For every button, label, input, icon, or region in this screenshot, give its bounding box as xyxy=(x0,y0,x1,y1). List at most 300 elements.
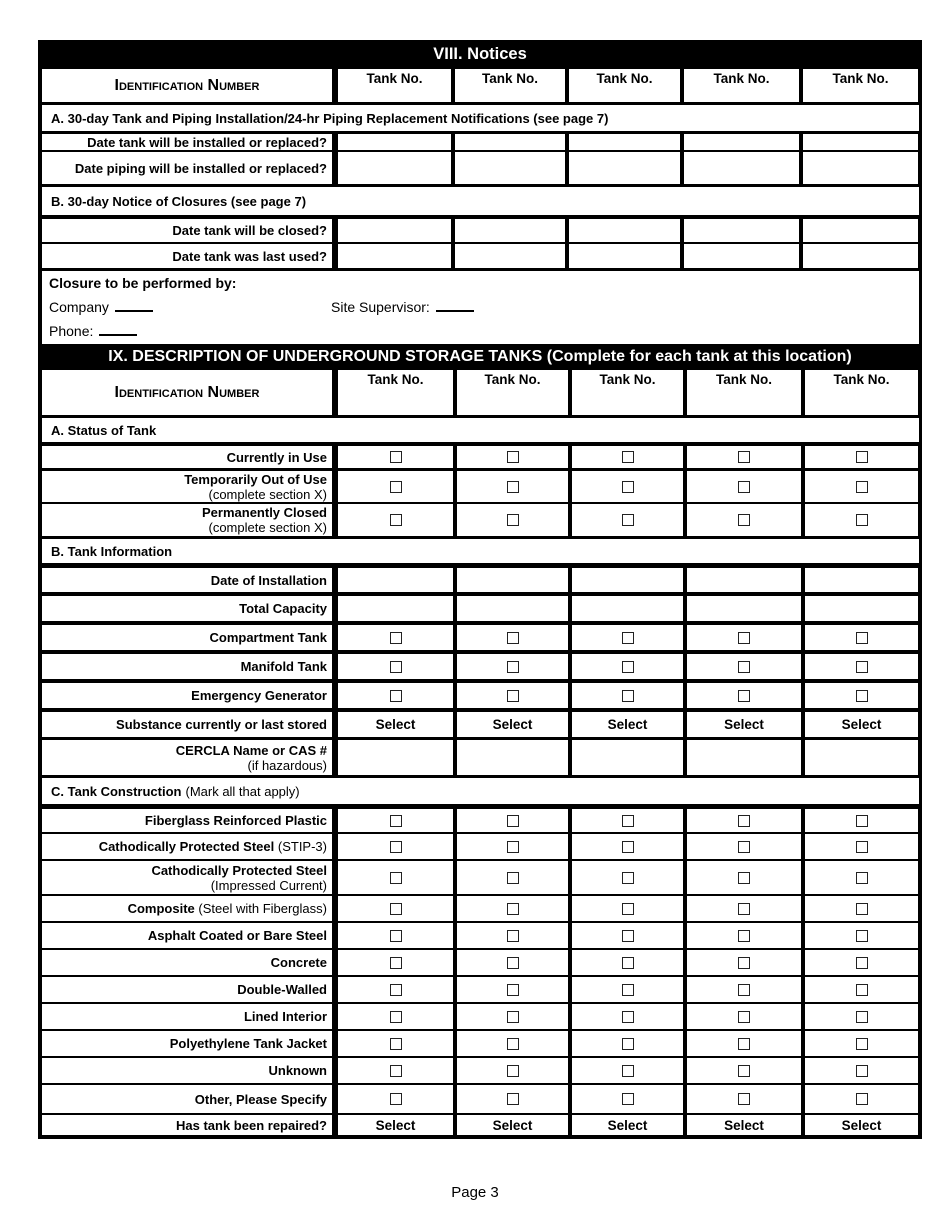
tank-cell-3[interactable] xyxy=(572,625,683,650)
checkbox[interactable] xyxy=(856,1038,868,1050)
checkbox[interactable] xyxy=(856,661,868,673)
checkbox[interactable] xyxy=(738,451,750,463)
tank-cell-2[interactable] xyxy=(457,568,568,592)
tank-cell-4[interactable] xyxy=(687,1031,801,1056)
checkbox[interactable] xyxy=(390,481,402,493)
tank-cell-5[interactable] xyxy=(805,950,918,975)
select-dropdown[interactable] xyxy=(687,712,801,737)
checkbox[interactable] xyxy=(507,872,519,884)
row-label-text xyxy=(46,1036,327,1051)
tank-cell-2[interactable] xyxy=(457,683,568,708)
tank-cell-3[interactable] xyxy=(572,654,683,679)
checkbox[interactable] xyxy=(738,661,750,673)
tank-cell-5[interactable] xyxy=(805,683,918,708)
construction-row xyxy=(38,859,922,894)
tank-cell-4[interactable] xyxy=(687,683,801,708)
checkbox[interactable] xyxy=(738,841,750,853)
checkbox[interactable] xyxy=(738,957,750,969)
tank-cell-1[interactable] xyxy=(338,596,453,621)
row-label xyxy=(42,809,332,832)
tank-cell-1[interactable] xyxy=(338,152,451,184)
construction-row xyxy=(38,921,922,948)
tank-cell-1[interactable] xyxy=(338,977,453,1002)
checkbox[interactable] xyxy=(507,815,519,827)
label-main: Concrete xyxy=(270,955,327,970)
phone-field-label: Phone: xyxy=(49,323,94,339)
checkbox[interactable] xyxy=(738,930,750,942)
checkbox[interactable] xyxy=(622,1011,634,1023)
checkbox[interactable] xyxy=(390,1038,402,1050)
tank-cell-5[interactable] xyxy=(803,219,918,242)
tank-cell-1[interactable] xyxy=(338,446,453,468)
checkbox[interactable] xyxy=(507,481,519,493)
section-c-construction-wrap xyxy=(38,775,922,804)
checkbox[interactable] xyxy=(738,815,750,827)
tank-no-header: Tank No. xyxy=(338,370,453,415)
checkbox[interactable] xyxy=(622,930,634,942)
checkbox[interactable] xyxy=(622,984,634,996)
checkbox[interactable] xyxy=(622,815,634,827)
tank-cell-1[interactable] xyxy=(338,1058,453,1083)
tank-cell-4[interactable] xyxy=(687,654,801,679)
tank-cell-4[interactable] xyxy=(687,809,801,832)
closure-performer xyxy=(42,271,919,344)
checkbox[interactable] xyxy=(390,1065,402,1077)
section-title-text: B. 30-day Notice of Closures (see page 7) xyxy=(51,193,307,209)
tank-cell-3[interactable] xyxy=(569,219,680,242)
checkbox[interactable] xyxy=(738,903,750,915)
tank-cell-1[interactable] xyxy=(338,861,453,894)
tank-cell-3[interactable] xyxy=(572,834,683,859)
checkbox[interactable] xyxy=(390,872,402,884)
tank-cell-4[interactable] xyxy=(684,152,799,184)
label-main: Date tank will be closed? xyxy=(172,223,327,238)
info-row xyxy=(38,679,922,708)
closed-date-row xyxy=(38,215,922,242)
tank-cell-4[interactable] xyxy=(684,134,799,150)
tank-cell-5[interactable] xyxy=(805,1058,918,1083)
tank-cell-5[interactable] xyxy=(805,625,918,650)
tank-cell-2[interactable] xyxy=(455,219,565,242)
tank-cell-1[interactable] xyxy=(338,834,453,859)
section-ix-title: IX. DESCRIPTION OF UNDERGROUND STORAGE TANKS (Complete for each tank at this location) xyxy=(38,344,922,369)
phone-field[interactable] xyxy=(49,323,137,339)
tank-cell-3[interactable] xyxy=(572,683,683,708)
tank-no-header: Tank No. xyxy=(572,370,683,415)
tank-cell-1[interactable] xyxy=(338,625,453,650)
label-sub: (complete section X) xyxy=(208,520,327,535)
label-main: Permanently Closed xyxy=(202,505,327,520)
tank-cell-3[interactable] xyxy=(572,1058,683,1083)
checkbox[interactable] xyxy=(622,514,634,526)
row-label xyxy=(42,712,332,737)
tank-cell-5[interactable] xyxy=(805,471,918,502)
checkbox[interactable] xyxy=(507,632,519,644)
row-label xyxy=(42,1058,332,1083)
checkbox[interactable] xyxy=(738,690,750,702)
construction-row xyxy=(38,975,922,1002)
tank-cell-3[interactable] xyxy=(572,1085,683,1113)
checkbox[interactable] xyxy=(390,514,402,526)
tank-cell-4[interactable] xyxy=(687,950,801,975)
row-label-text xyxy=(46,1092,327,1107)
info-row xyxy=(38,708,922,737)
construction-row xyxy=(38,1029,922,1056)
tank-cell-2[interactable] xyxy=(457,446,568,468)
site-supervisor-field-line[interactable] xyxy=(436,300,474,312)
checkbox[interactable] xyxy=(738,1038,750,1050)
checkbox[interactable] xyxy=(738,1011,750,1023)
checkbox[interactable] xyxy=(856,481,868,493)
tank-cell-2[interactable] xyxy=(455,134,565,150)
checkbox[interactable] xyxy=(856,984,868,996)
last-used-row xyxy=(38,242,922,268)
tank-cell-1[interactable] xyxy=(338,654,453,679)
row-label-text xyxy=(46,813,327,828)
checkbox[interactable] xyxy=(856,1093,868,1105)
checkbox[interactable] xyxy=(738,1093,750,1105)
checkbox[interactable] xyxy=(507,903,519,915)
label-main: Double-Walled xyxy=(237,982,327,997)
tank-cell-5[interactable] xyxy=(805,446,918,468)
row-label xyxy=(42,244,332,268)
checkbox[interactable] xyxy=(622,632,634,644)
tank-cell-4[interactable] xyxy=(687,977,801,1002)
checkbox[interactable] xyxy=(856,815,868,827)
section-title-text: C. Tank Construction xyxy=(51,783,182,799)
tank-cell-5[interactable] xyxy=(803,152,918,184)
phone-field-line[interactable] xyxy=(99,324,137,336)
checkbox[interactable] xyxy=(390,690,402,702)
repaired-row xyxy=(38,1113,922,1139)
checkbox[interactable] xyxy=(622,872,634,884)
row-label xyxy=(42,683,332,708)
info-row xyxy=(38,592,922,621)
select-dropdown[interactable] xyxy=(457,712,568,737)
tank-cell-5[interactable] xyxy=(805,740,918,775)
tank-cell-1[interactable] xyxy=(338,471,453,502)
label-note: (STIP-3) xyxy=(277,839,327,854)
tank-cell-3[interactable] xyxy=(572,596,683,621)
checkbox[interactable] xyxy=(390,451,402,463)
checkbox[interactable] xyxy=(738,632,750,644)
tank-cell-4[interactable] xyxy=(687,471,801,502)
checkbox[interactable] xyxy=(856,872,868,884)
checkbox[interactable] xyxy=(738,984,750,996)
tank-cell-5[interactable] xyxy=(805,861,918,894)
checkbox[interactable] xyxy=(390,815,402,827)
tank-cell-1[interactable] xyxy=(338,809,453,832)
checkbox[interactable] xyxy=(390,957,402,969)
checkbox[interactable] xyxy=(856,1065,868,1077)
tank-no-header: Tank No. xyxy=(805,370,918,415)
tank-cell-1[interactable] xyxy=(338,244,451,268)
site-supervisor-field[interactable] xyxy=(331,299,474,315)
tank-cell-5[interactable] xyxy=(805,568,918,592)
checkbox[interactable] xyxy=(507,957,519,969)
tank-cell-2[interactable] xyxy=(457,625,568,650)
checkbox[interactable] xyxy=(507,514,519,526)
label-main: Manifold Tank xyxy=(240,659,327,674)
tank-cell-4[interactable] xyxy=(687,568,801,592)
row-label-text xyxy=(46,1063,327,1078)
tank-cell-3[interactable] xyxy=(572,950,683,975)
checkbox[interactable] xyxy=(856,1011,868,1023)
label-main: Date of Installation xyxy=(210,572,327,588)
label-main: Emergency Generator xyxy=(191,688,327,703)
tank-cell-3[interactable] xyxy=(572,471,683,502)
select-label: Select xyxy=(492,1117,533,1133)
checkbox[interactable] xyxy=(738,514,750,526)
checkbox[interactable] xyxy=(856,632,868,644)
select-dropdown[interactable] xyxy=(338,1115,453,1135)
tank-cell-4[interactable] xyxy=(684,219,799,242)
tank-cell-4[interactable] xyxy=(687,625,801,650)
checkbox[interactable] xyxy=(856,451,868,463)
checkbox[interactable] xyxy=(390,632,402,644)
checkbox[interactable] xyxy=(856,903,868,915)
checkbox[interactable] xyxy=(622,661,634,673)
row-label xyxy=(42,740,332,775)
label-sub: (Impressed Current) xyxy=(210,877,327,893)
tank-cell-4[interactable] xyxy=(687,504,801,536)
checkbox[interactable] xyxy=(390,841,402,853)
label-main: Substance currently or last stored xyxy=(116,717,327,732)
identification-number-header: Identification Number xyxy=(42,69,332,102)
construction-row xyxy=(38,1002,922,1029)
checkbox[interactable] xyxy=(856,930,868,942)
checkbox[interactable] xyxy=(507,451,519,463)
checkbox[interactable] xyxy=(390,930,402,942)
tank-cell-2[interactable] xyxy=(457,1031,568,1056)
section-viii-title: VIII. Notices xyxy=(38,40,922,68)
tank-cell-4[interactable] xyxy=(684,244,799,268)
checkbox[interactable] xyxy=(507,1093,519,1105)
tank-cell-2[interactable] xyxy=(457,809,568,832)
tank-cell-2[interactable] xyxy=(457,1085,568,1113)
tank-cell-3[interactable] xyxy=(569,244,680,268)
tank-cell-2[interactable] xyxy=(455,244,565,268)
tank-cell-1[interactable] xyxy=(338,740,453,775)
tank-cell-5[interactable] xyxy=(805,1004,918,1029)
checkbox[interactable] xyxy=(738,872,750,884)
checkbox[interactable] xyxy=(390,661,402,673)
tank-cell-1[interactable] xyxy=(338,896,453,921)
tank-cell-5[interactable] xyxy=(805,834,918,859)
checkbox[interactable] xyxy=(507,841,519,853)
tank-no-header: Tank No. xyxy=(684,69,799,102)
company-field-label: Company xyxy=(49,299,109,315)
row-label-text xyxy=(46,601,327,616)
label-main: Fiberglass Reinforced Plastic xyxy=(144,813,327,828)
checkbox[interactable] xyxy=(622,957,634,969)
tank-header-row xyxy=(38,68,922,102)
tank-cell-4[interactable] xyxy=(687,596,801,621)
tank-cell-2[interactable] xyxy=(457,654,568,679)
tank-cell-3[interactable] xyxy=(569,152,680,184)
tank-cell-5[interactable] xyxy=(805,977,918,1002)
tank-cell-2[interactable] xyxy=(457,977,568,1002)
checkbox[interactable] xyxy=(622,903,634,915)
select-dropdown[interactable] xyxy=(338,712,453,737)
checkbox[interactable] xyxy=(738,1065,750,1077)
tank-cell-2[interactable] xyxy=(457,1004,568,1029)
section-note: (Mark all that apply) xyxy=(185,783,300,799)
info-row xyxy=(38,650,922,679)
row-label xyxy=(42,923,332,948)
checkbox[interactable] xyxy=(622,481,634,493)
tank-cell-1[interactable] xyxy=(338,1004,453,1029)
checkbox[interactable] xyxy=(390,1011,402,1023)
tank-cell-3[interactable] xyxy=(572,1004,683,1029)
construction-row xyxy=(38,832,922,859)
form-frame xyxy=(38,40,922,1139)
checkbox[interactable] xyxy=(622,1093,634,1105)
tank-cell-2[interactable] xyxy=(457,740,568,775)
tank-cell-5[interactable] xyxy=(805,504,918,536)
row-label xyxy=(42,471,332,502)
checkbox[interactable] xyxy=(856,841,868,853)
checkbox[interactable] xyxy=(856,957,868,969)
tank-cell-4[interactable] xyxy=(687,446,801,468)
tank-cell-4[interactable] xyxy=(687,834,801,859)
tank-cell-4[interactable] xyxy=(687,861,801,894)
tank-cell-4[interactable] xyxy=(687,923,801,948)
row-label xyxy=(42,950,332,975)
tank-cell-1[interactable] xyxy=(338,683,453,708)
install-date-row xyxy=(38,131,922,150)
tank-cell-5[interactable] xyxy=(803,244,918,268)
checkbox[interactable] xyxy=(507,1038,519,1050)
row-label-text xyxy=(46,982,327,997)
checkbox[interactable] xyxy=(738,481,750,493)
label-main: Date tank will be installed or replaced? xyxy=(87,134,327,150)
row-label-text xyxy=(46,223,327,238)
tank-cell-2[interactable] xyxy=(455,152,565,184)
tank-cell-1[interactable] xyxy=(338,1085,453,1113)
row-label-text xyxy=(46,955,327,970)
checkbox[interactable] xyxy=(856,514,868,526)
tank-cell-1[interactable] xyxy=(338,219,451,242)
select-dropdown[interactable] xyxy=(572,712,683,737)
tank-cell-2[interactable] xyxy=(457,504,568,536)
checkbox[interactable] xyxy=(507,661,519,673)
section-title-text: B. Tank Information xyxy=(51,543,173,559)
tank-cell-3[interactable] xyxy=(572,504,683,536)
tank-cell-3[interactable] xyxy=(572,809,683,832)
tank-cell-1[interactable] xyxy=(338,1031,453,1056)
select-dropdown[interactable] xyxy=(687,1115,801,1135)
company-field-line[interactable] xyxy=(115,300,153,312)
row-label-text xyxy=(46,863,327,878)
tank-cell-3[interactable] xyxy=(572,1031,683,1056)
tank-cell-3[interactable] xyxy=(572,896,683,921)
checkbox[interactable] xyxy=(507,984,519,996)
tank-cell-4[interactable] xyxy=(687,896,801,921)
row-label-text xyxy=(46,630,327,645)
tank-cell-3[interactable] xyxy=(572,977,683,1002)
tank-cell-2[interactable] xyxy=(457,596,568,621)
tank-cell-3[interactable] xyxy=(572,861,683,894)
tank-cell-4[interactable] xyxy=(687,1085,801,1113)
tank-cell-5[interactable] xyxy=(803,134,918,150)
checkbox[interactable] xyxy=(622,1065,634,1077)
tank-no-header: Tank No. xyxy=(803,69,918,102)
checkbox[interactable] xyxy=(622,451,634,463)
select-dropdown[interactable] xyxy=(805,1115,918,1135)
tank-cell-3[interactable] xyxy=(572,740,683,775)
checkbox[interactable] xyxy=(507,1065,519,1077)
status-row xyxy=(38,468,922,502)
section-title-text: A. Status of Tank xyxy=(51,422,157,438)
tank-cell-2[interactable] xyxy=(457,896,568,921)
select-dropdown[interactable] xyxy=(805,712,918,737)
tank-cell-1[interactable] xyxy=(338,923,453,948)
tank-cell-5[interactable] xyxy=(805,896,918,921)
section-c-construction xyxy=(42,778,919,804)
tank-cell-5[interactable] xyxy=(805,1085,918,1113)
row-label xyxy=(42,1115,332,1135)
tank-cell-5[interactable] xyxy=(805,654,918,679)
select-dropdown[interactable] xyxy=(572,1115,683,1135)
tank-cell-5[interactable] xyxy=(805,1031,918,1056)
select-label: Select xyxy=(375,717,416,732)
select-label: Select xyxy=(607,1117,648,1133)
tank-cell-1[interactable] xyxy=(338,568,453,592)
label-main: Cathodically Protected Steel xyxy=(98,839,275,854)
tank-cell-4[interactable] xyxy=(687,740,801,775)
select-dropdown[interactable] xyxy=(457,1115,568,1135)
tank-cell-1[interactable] xyxy=(338,950,453,975)
tank-cell-3[interactable] xyxy=(569,134,680,150)
tank-cell-2[interactable] xyxy=(457,1058,568,1083)
section-b-tank-information xyxy=(42,539,919,563)
checkbox[interactable] xyxy=(390,903,402,915)
checkbox[interactable] xyxy=(507,1011,519,1023)
tank-cell-2[interactable] xyxy=(457,861,568,894)
tank-cell-2[interactable] xyxy=(457,471,568,502)
tank-cell-1[interactable] xyxy=(338,504,453,536)
checkbox[interactable] xyxy=(856,690,868,702)
checkbox[interactable] xyxy=(390,984,402,996)
tank-cell-2[interactable] xyxy=(457,834,568,859)
tank-cell-3[interactable] xyxy=(572,446,683,468)
checkbox[interactable] xyxy=(622,841,634,853)
row-label-text xyxy=(46,450,327,465)
checkbox[interactable] xyxy=(390,1093,402,1105)
label-main: Temporarily Out of Use xyxy=(184,471,327,487)
tank-cell-4[interactable] xyxy=(687,1058,801,1083)
tank-cell-3[interactable] xyxy=(572,568,683,592)
checkbox[interactable] xyxy=(622,690,634,702)
checkbox[interactable] xyxy=(622,1038,634,1050)
tank-cell-1[interactable] xyxy=(338,134,451,150)
section-a-installation-notifications-wrap xyxy=(38,102,922,131)
tank-cell-3[interactable] xyxy=(572,923,683,948)
tank-cell-4[interactable] xyxy=(687,1004,801,1029)
tank-cell-2[interactable] xyxy=(457,923,568,948)
company-field[interactable] xyxy=(49,299,153,315)
tank-cell-5[interactable] xyxy=(805,923,918,948)
tank-cell-2[interactable] xyxy=(457,950,568,975)
tank-cell-5[interactable] xyxy=(805,809,918,832)
checkbox[interactable] xyxy=(507,930,519,942)
section-title-text: A. 30-day Tank and Piping Installation/24-hr Piping Replacement Notifications (see page 7) xyxy=(51,110,609,126)
checkbox[interactable] xyxy=(507,690,519,702)
construction-row xyxy=(38,1056,922,1083)
tank-cell-5[interactable] xyxy=(805,596,918,621)
select-label: Select xyxy=(607,717,648,732)
